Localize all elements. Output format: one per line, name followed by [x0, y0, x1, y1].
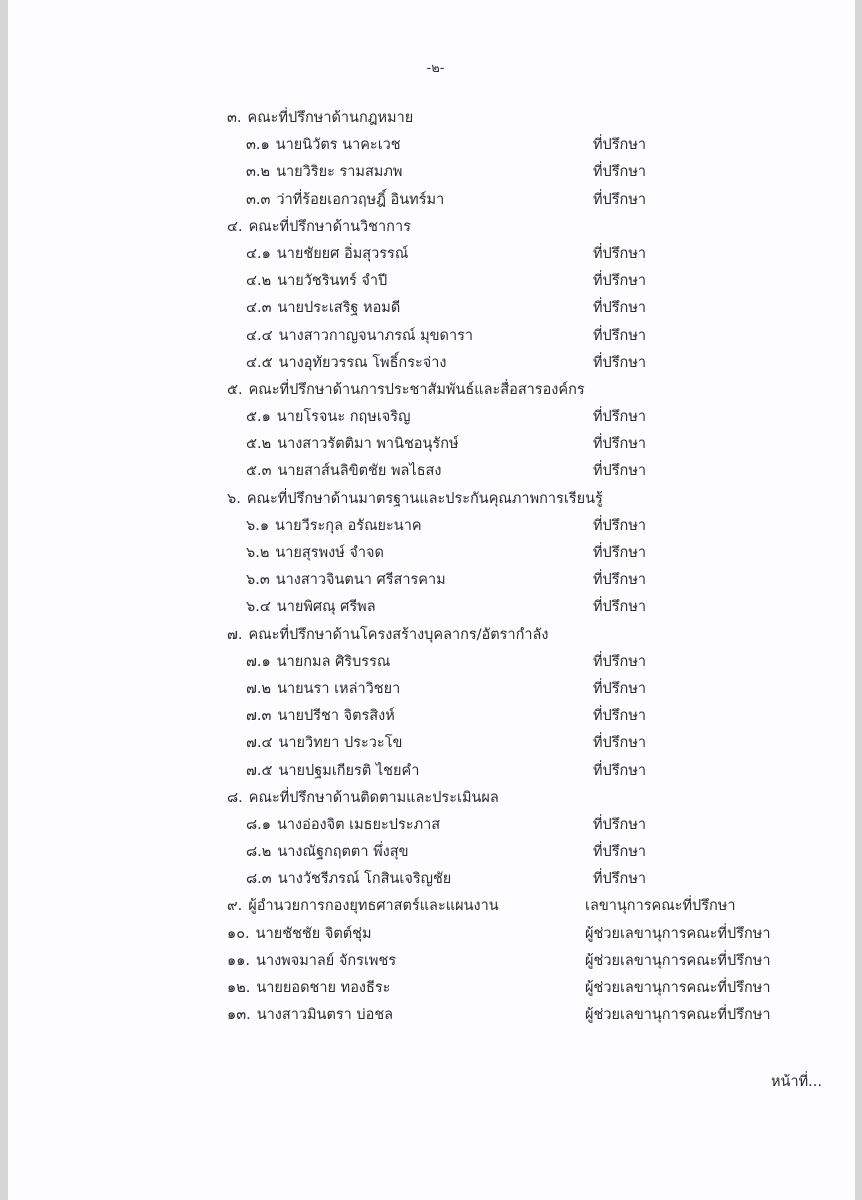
member-number: ๕.๓ [246, 463, 272, 480]
member-number: ๓.๑ [246, 137, 270, 154]
member-entry [246, 431, 459, 458]
officer-role: ผู้ช่วยเลขานุการคณะที่ปรึกษา [585, 1007, 771, 1024]
section-heading [8, 105, 855, 132]
member-entry [246, 676, 400, 703]
member-row [8, 567, 855, 594]
member-role: ที่ปรึกษา [593, 653, 647, 670]
member-entry [246, 295, 400, 322]
page-number: -๒- [426, 61, 445, 76]
member-name: ว่าที่ร้อยเอกวฤษฎิ์ อินทร์มา [276, 191, 445, 208]
member-entry [246, 241, 408, 268]
member-number: ๗.๓ [246, 708, 272, 725]
member-entry [246, 703, 395, 730]
section-title-line [227, 377, 585, 404]
member-number: ๖.๔ [246, 599, 271, 616]
member-role: ที่ปรึกษา [593, 545, 647, 561]
officer-row [8, 975, 855, 1002]
officer-number: ๑๐. [227, 925, 250, 942]
member-number: ๕.๒ [246, 436, 272, 453]
member-row [8, 295, 855, 322]
member-row [8, 458, 855, 485]
section-heading [8, 785, 855, 812]
officer-role: ผู้ช่วยเลขานุการคณะที่ปรึกษา [585, 925, 771, 942]
officer-name: นางสาวมินตรา บ่อชล [256, 1007, 394, 1024]
officer-name: นายชัชชัย จิตต์ชุ่ม [255, 925, 372, 942]
member-number: ๗.๔ [246, 735, 273, 752]
officer-role: ผู้ช่วยเลขานุการคณะที่ปรึกษา [585, 980, 771, 996]
section-title-line [227, 486, 603, 513]
officer-row [8, 893, 855, 920]
member-role: ที่ปรึกษา [593, 354, 647, 371]
member-role: ที่ปรึกษา [593, 191, 647, 208]
officer-role: ผู้ช่วยเลขานุการคณะที่ปรึกษา [585, 952, 771, 969]
member-number: ๓.๓ [246, 191, 271, 208]
member-number: ๘.๓ [246, 871, 272, 888]
member-number: ๕.๑ [246, 409, 271, 426]
member-name: นายปรีชา จิตรสิงห์ [277, 708, 395, 725]
member-entry [246, 458, 441, 485]
member-entry [246, 866, 451, 893]
member-entry [246, 350, 447, 377]
member-name: นายพิศณุ ศรีพล [276, 599, 376, 616]
member-row [8, 323, 855, 350]
member-role: ที่ปรึกษา [593, 164, 647, 181]
member-name: นายสุรพงษ์ จำจด [275, 545, 384, 561]
section-title: คณะที่ปรึกษาด้านกฎหมาย [247, 110, 414, 126]
section-title: คณะที่ปรึกษาด้านติดตามและประเมินผล [248, 789, 499, 806]
member-number: ๓.๒ [246, 164, 271, 181]
member-name: นายประเสริฐ หอมดี [277, 300, 401, 317]
member-name: นางวัชรีภรณ์ โกสินเจริญชัย [277, 871, 452, 888]
member-number: ๗.๑ [246, 653, 271, 670]
member-row [8, 350, 855, 377]
member-entry [246, 404, 410, 431]
member-row [8, 649, 855, 676]
member-row [8, 758, 855, 785]
section-number: ๖. [227, 490, 241, 507]
member-name: นายสาส์นลิขิตชัย พลไธสง [277, 463, 442, 480]
section-number: ๗. [227, 626, 243, 643]
committee-list [8, 105, 855, 1029]
officer-entry [227, 975, 390, 1002]
member-row [8, 703, 855, 730]
section-number: ๘. [227, 789, 243, 806]
section-title-line [227, 785, 499, 812]
member-row [8, 676, 855, 703]
section-heading [8, 377, 855, 404]
member-number: ๗.๕ [246, 762, 273, 779]
member-entry [246, 730, 402, 757]
member-number: ๘.๒ [246, 844, 272, 861]
member-row [8, 839, 855, 866]
section-title-line [227, 214, 411, 241]
member-row [8, 812, 855, 839]
member-row [8, 187, 855, 214]
next-page-marker: หน้าที่... [771, 1074, 822, 1090]
member-entry [246, 132, 401, 159]
officer-number: ๑๒. [227, 980, 251, 996]
member-number: ๖.๒ [246, 545, 270, 561]
officer-name: นางพจมาลย์ จักรเพชร [256, 952, 397, 969]
member-role: ที่ปรึกษา [593, 517, 647, 534]
officer-number: ๙. [227, 898, 243, 915]
member-role: ที่ปรึกษา [593, 273, 647, 290]
member-name: นางณัฐกฤตตา พึ่งสุข [277, 844, 409, 861]
member-name: นางอ่องจิต เมธยะประภาส [277, 816, 441, 833]
member-role: ที่ปรึกษา [593, 436, 647, 453]
member-role: ที่ปรึกษา [593, 463, 647, 480]
member-entry [246, 513, 422, 540]
member-entry [246, 540, 384, 567]
member-name: นางอุทัยวรรณ โพธิ์กระจ่าง [278, 354, 447, 371]
member-entry [246, 812, 440, 839]
member-role: ที่ปรึกษา [593, 409, 647, 426]
member-number: ๔.๔ [246, 327, 273, 344]
member-entry [246, 567, 446, 594]
member-name: นายวิทยา ประวะโข [278, 735, 403, 752]
officer-entry [227, 1002, 393, 1029]
member-role: ที่ปรึกษา [593, 816, 647, 833]
member-row [8, 159, 855, 186]
member-entry [246, 187, 444, 214]
officer-name: นายยอดชาย ทองธีระ [256, 980, 391, 996]
officer-number: ๑๓. [227, 1007, 251, 1024]
member-name: นายชัยยศ อิ่มสุวรรณ์ [276, 245, 409, 262]
member-role: ที่ปรึกษา [593, 599, 647, 616]
section-heading [8, 622, 855, 649]
member-number: ๔.๕ [246, 354, 273, 371]
member-entry [246, 323, 473, 350]
member-number: ๗.๒ [246, 680, 272, 697]
member-name: นายวัชรินทร์ จำปี [277, 273, 388, 290]
member-name: นางสาวรัตติมา พานิชอนุรักษ์ [277, 436, 459, 453]
member-number: ๖.๓ [246, 572, 270, 589]
member-row [8, 730, 855, 757]
officer-row [8, 948, 855, 975]
section-title: คณะที่ปรึกษาด้านวิชาการ [248, 218, 411, 235]
member-role: ที่ปรึกษา [593, 708, 647, 725]
member-name: นายปฐมเกียรติ ไชยคำ [278, 762, 420, 779]
member-name: นายนิวัตร นาคะเวช [275, 137, 401, 154]
member-row [8, 132, 855, 159]
officer-role: เลขานุการคณะที่ปรึกษา [585, 898, 736, 915]
member-entry [246, 159, 402, 186]
section-title: คณะที่ปรึกษาด้านมาตรฐานและประกันคุณภาพการเรียนรู้ [246, 490, 603, 507]
member-entry [246, 268, 387, 295]
member-name: นายวีระกุล อรัณยะนาค [275, 517, 422, 534]
member-name: นายโรจนะ กฤษเจริญ [276, 409, 411, 426]
officer-row [8, 921, 855, 948]
member-role: ที่ปรึกษา [593, 844, 647, 861]
member-role: ที่ปรึกษา [593, 572, 647, 589]
section-title-line [227, 105, 413, 132]
member-number: ๔.๑ [246, 245, 271, 262]
member-row [8, 540, 855, 567]
member-row [8, 404, 855, 431]
member-number: ๔.๓ [246, 300, 272, 317]
member-number: ๘.๑ [246, 816, 271, 833]
member-row [8, 241, 855, 268]
officer-row [8, 1002, 855, 1029]
section-number: ๕. [227, 381, 243, 398]
member-number: ๔.๒ [246, 273, 272, 290]
section-heading [8, 486, 855, 513]
section-title: คณะที่ปรึกษาด้านโครงสร้างบุคลากร/อัตรากำลัง [248, 626, 549, 643]
member-role: ที่ปรึกษา [593, 300, 647, 317]
officer-name: ผู้อำนวยการกองยุทธศาสตร์และแผนงาน [248, 898, 499, 915]
member-name: นายวิริยะ รามสมภพ [276, 164, 403, 181]
member-name: นายกมล ศิริบรรณ [276, 653, 391, 670]
member-role: ที่ปรึกษา [593, 327, 647, 344]
section-title: คณะที่ปรึกษาด้านการประชาสัมพันธ์และสื่อสารองค์กร [248, 381, 585, 398]
officer-entry [227, 921, 372, 948]
member-row [8, 513, 855, 540]
member-role: ที่ปรึกษา [593, 735, 647, 752]
member-row [8, 268, 855, 295]
section-number: ๓. [227, 110, 242, 126]
member-role: ที่ปรึกษา [593, 871, 647, 888]
member-name: นางสาวจินตนา ศรีสารคาม [275, 572, 446, 589]
member-role: ที่ปรึกษา [593, 680, 647, 697]
member-row [8, 866, 855, 893]
member-entry [246, 649, 390, 676]
member-entry [246, 594, 376, 621]
member-role: ที่ปรึกษา [593, 762, 647, 779]
member-role: ที่ปรึกษา [593, 245, 647, 262]
member-name: นายนรา เหล่าวิชยา [277, 680, 401, 697]
officer-entry [227, 893, 499, 920]
member-entry [246, 839, 409, 866]
member-number: ๖.๑ [246, 517, 270, 534]
member-role: ที่ปรึกษา [593, 137, 647, 154]
document-page [8, 0, 855, 1200]
officer-entry [227, 948, 396, 975]
member-row [8, 431, 855, 458]
officer-number: ๑๑. [227, 952, 251, 969]
section-number: ๔. [227, 218, 243, 235]
section-heading [8, 214, 855, 241]
member-row [8, 594, 855, 621]
section-title-line [227, 622, 549, 649]
member-entry [246, 758, 419, 785]
member-name: นางสาวกาญจนาภรณ์ มุขดารา [278, 327, 474, 344]
